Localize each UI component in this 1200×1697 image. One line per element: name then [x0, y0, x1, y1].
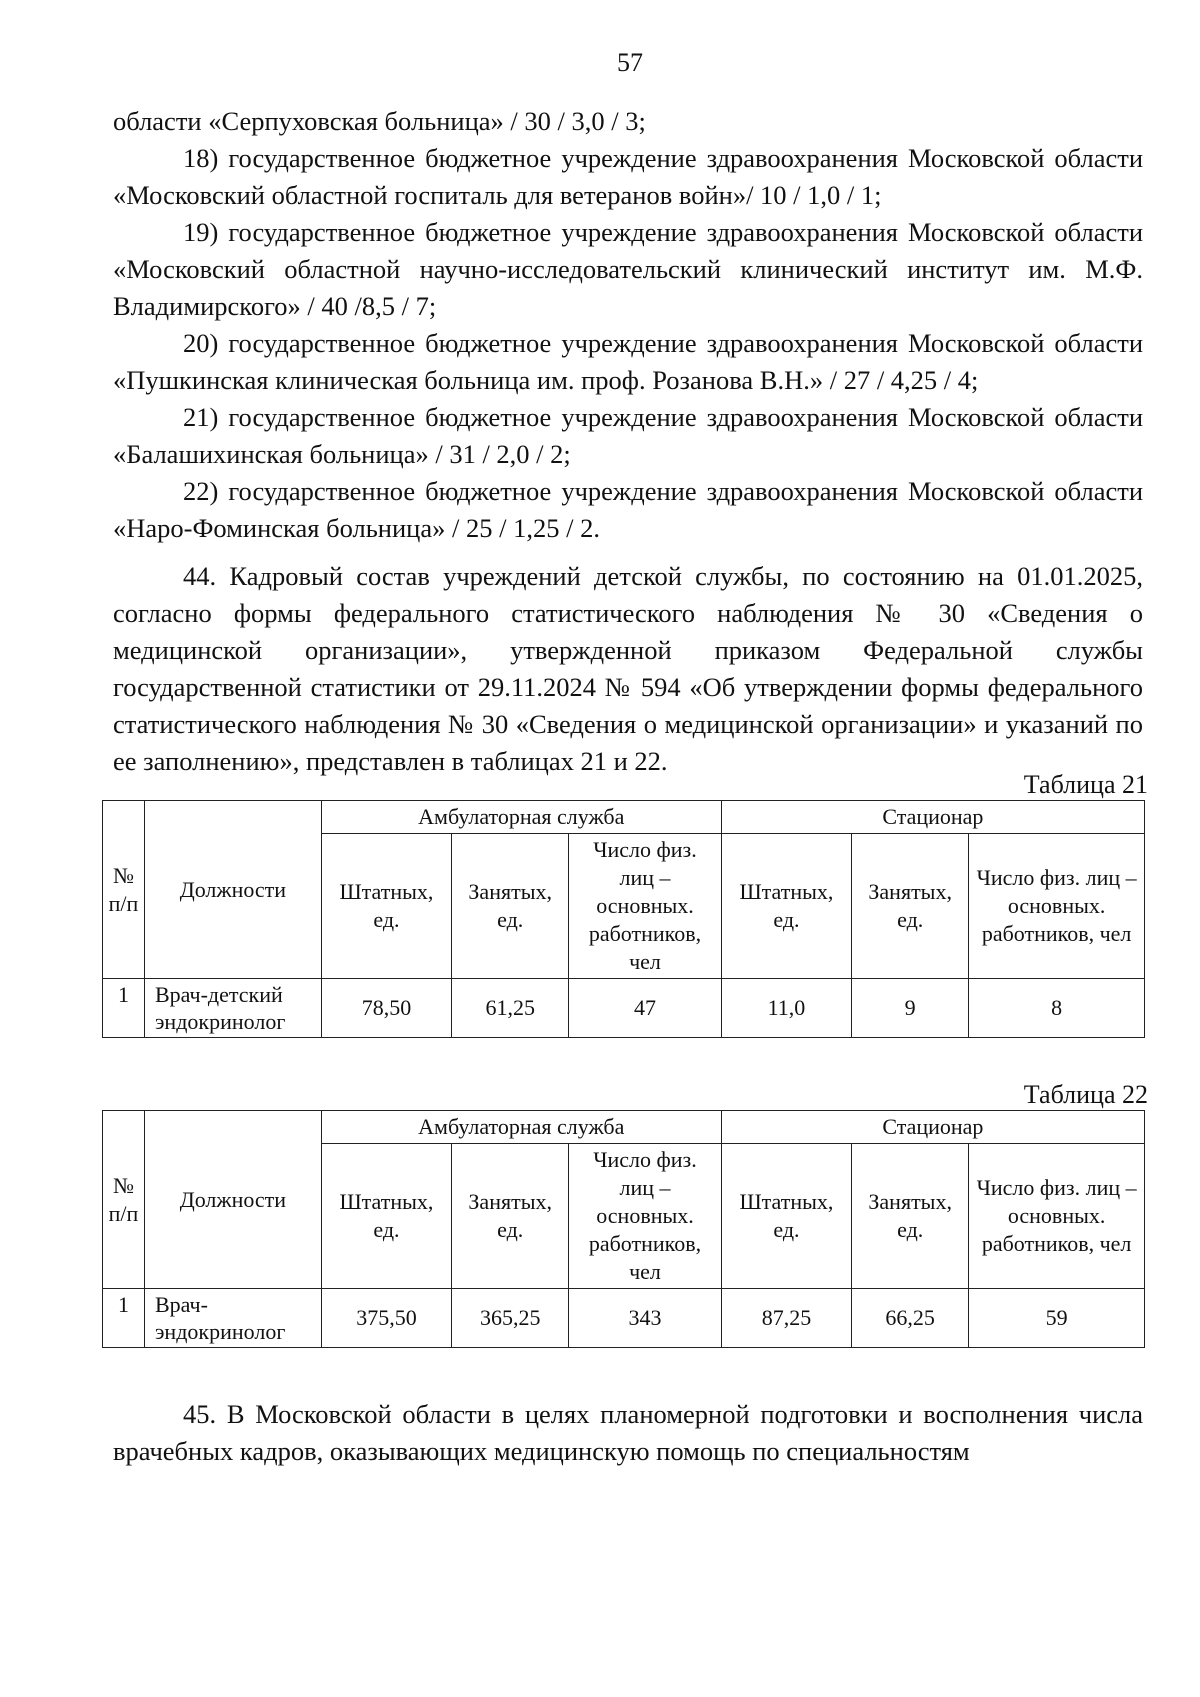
- list-item: 21) государственное бюджетное учреждение здравоохранения Московской области «Балашихинская больница» / 31 / 2,0 / 2;: [113, 402, 1143, 469]
- cell-hosp-occupied: 9: [852, 979, 969, 1038]
- top-list: [113, 103, 1143, 547]
- header-hospital: Стационар: [721, 801, 1144, 834]
- cell-hosp-persons: 59: [969, 1289, 1145, 1348]
- cell-amb-persons: 343: [569, 1289, 722, 1348]
- table-22-caption: Таблица 22: [1023, 1080, 1148, 1109]
- cell-amb-persons: 47: [569, 979, 722, 1038]
- header-hosp-persons: Число физ. лиц – основных. работников, чел: [969, 1144, 1145, 1289]
- list-item: 18) государственное бюджетное учреждение здравоохранения Московской области «Московский областной госпиталь для ветеранов войн»/ 10 / 1,0 / 1;: [113, 143, 1143, 210]
- header-hosp-persons: Число физ. лиц – основных. работников, чел: [969, 834, 1145, 979]
- cell-amb-occupied: 61,25: [452, 979, 569, 1038]
- header-hosp-occupied: Занятых, ед.: [852, 1144, 969, 1289]
- list-item: 19) государственное бюджетное учреждение здравоохранения Московской области «Московский областной научно-исследовательский клинический институт им. М.Ф. Владимирского» / 40 /8,5 / 7;: [113, 217, 1143, 321]
- cell-position: Врач-эндокринолог: [144, 1289, 321, 1348]
- section-45-text: 45. В Московской области в целях планомерной подготовки и восполнения числа врачебных кадров, оказывающих медицинскую помощь по специальностям: [113, 1399, 1143, 1466]
- header-position: Должности: [144, 1111, 321, 1289]
- header-ambulatory: Амбулаторная служба: [321, 801, 721, 834]
- list-item: 22) государственное бюджетное учреждение здравоохранения Московской области «Наро-Фоминская больница» / 25 / 1,25 / 2.: [113, 476, 1143, 543]
- header-hospital: Стационар: [721, 1111, 1144, 1144]
- cell-hosp-persons: 8: [969, 979, 1145, 1038]
- cell-amb-occupied: 365,25: [452, 1289, 569, 1348]
- header-hosp-staffed: Штатных, ед.: [721, 834, 851, 979]
- cell-position: Врач-детский эндокринолог: [144, 979, 321, 1038]
- table-21: [102, 800, 1145, 1038]
- list-item: области «Серпуховская больница» / 30 / 3,0 / 3;: [113, 106, 646, 136]
- table-row: [103, 1289, 1145, 1348]
- cell-hosp-staffed: 87,25: [721, 1289, 851, 1348]
- table-22: [102, 1110, 1145, 1348]
- header-hosp-occupied: Занятых, ед.: [852, 834, 969, 979]
- cell-hosp-staffed: 11,0: [721, 979, 851, 1038]
- header-num: № п/п: [103, 1111, 145, 1289]
- page-number: 57: [617, 48, 643, 77]
- header-hosp-staffed: Штатных, ед.: [721, 1144, 851, 1289]
- cell-amb-staffed: 375,50: [321, 1289, 451, 1348]
- cell-hosp-occupied: 66,25: [852, 1289, 969, 1348]
- section-44: [113, 558, 1143, 780]
- header-amb-staffed: Штатных, ед.: [321, 834, 451, 979]
- section-44-text: 44. Кадровый состав учреждений детской службы, по состоянию на 01.01.2025, согласно формы федерального статистического наблюдения № 30 «Сведения о медицинской организации», утвержденной приказом Федеральной службы государственной статистики от 29.11.2024 № 594 «Об утверждении формы федерального статистического наблюдения № 30 «Сведения о медицинской организации» и указаний по ее заполнению», представлен в таблицах 21 и 22.: [113, 561, 1143, 776]
- header-amb-persons: Число физ. лиц – основных. работников, чел: [569, 834, 722, 979]
- header-amb-occupied: Занятых, ед.: [452, 834, 569, 979]
- section-45: [113, 1396, 1143, 1470]
- cell-num: 1: [103, 1289, 145, 1348]
- cell-num: 1: [103, 979, 145, 1038]
- table-row: [103, 979, 1145, 1038]
- header-num: № п/п: [103, 801, 145, 979]
- list-item: 20) государственное бюджетное учреждение здравоохранения Московской области «Пушкинская клиническая больница им. проф. Розанова В.Н.» / 27 / 4,25 / 4;: [113, 328, 1143, 395]
- table-21-caption: Таблица 21: [1023, 770, 1148, 799]
- header-amb-persons: Число физ. лиц – основных. работников, чел: [569, 1144, 722, 1289]
- header-amb-occupied: Занятых, ед.: [452, 1144, 569, 1289]
- header-position: Должности: [144, 801, 321, 979]
- cell-amb-staffed: 78,50: [321, 979, 451, 1038]
- header-ambulatory: Амбулаторная служба: [321, 1111, 721, 1144]
- header-amb-staffed: Штатных, ед.: [321, 1144, 451, 1289]
